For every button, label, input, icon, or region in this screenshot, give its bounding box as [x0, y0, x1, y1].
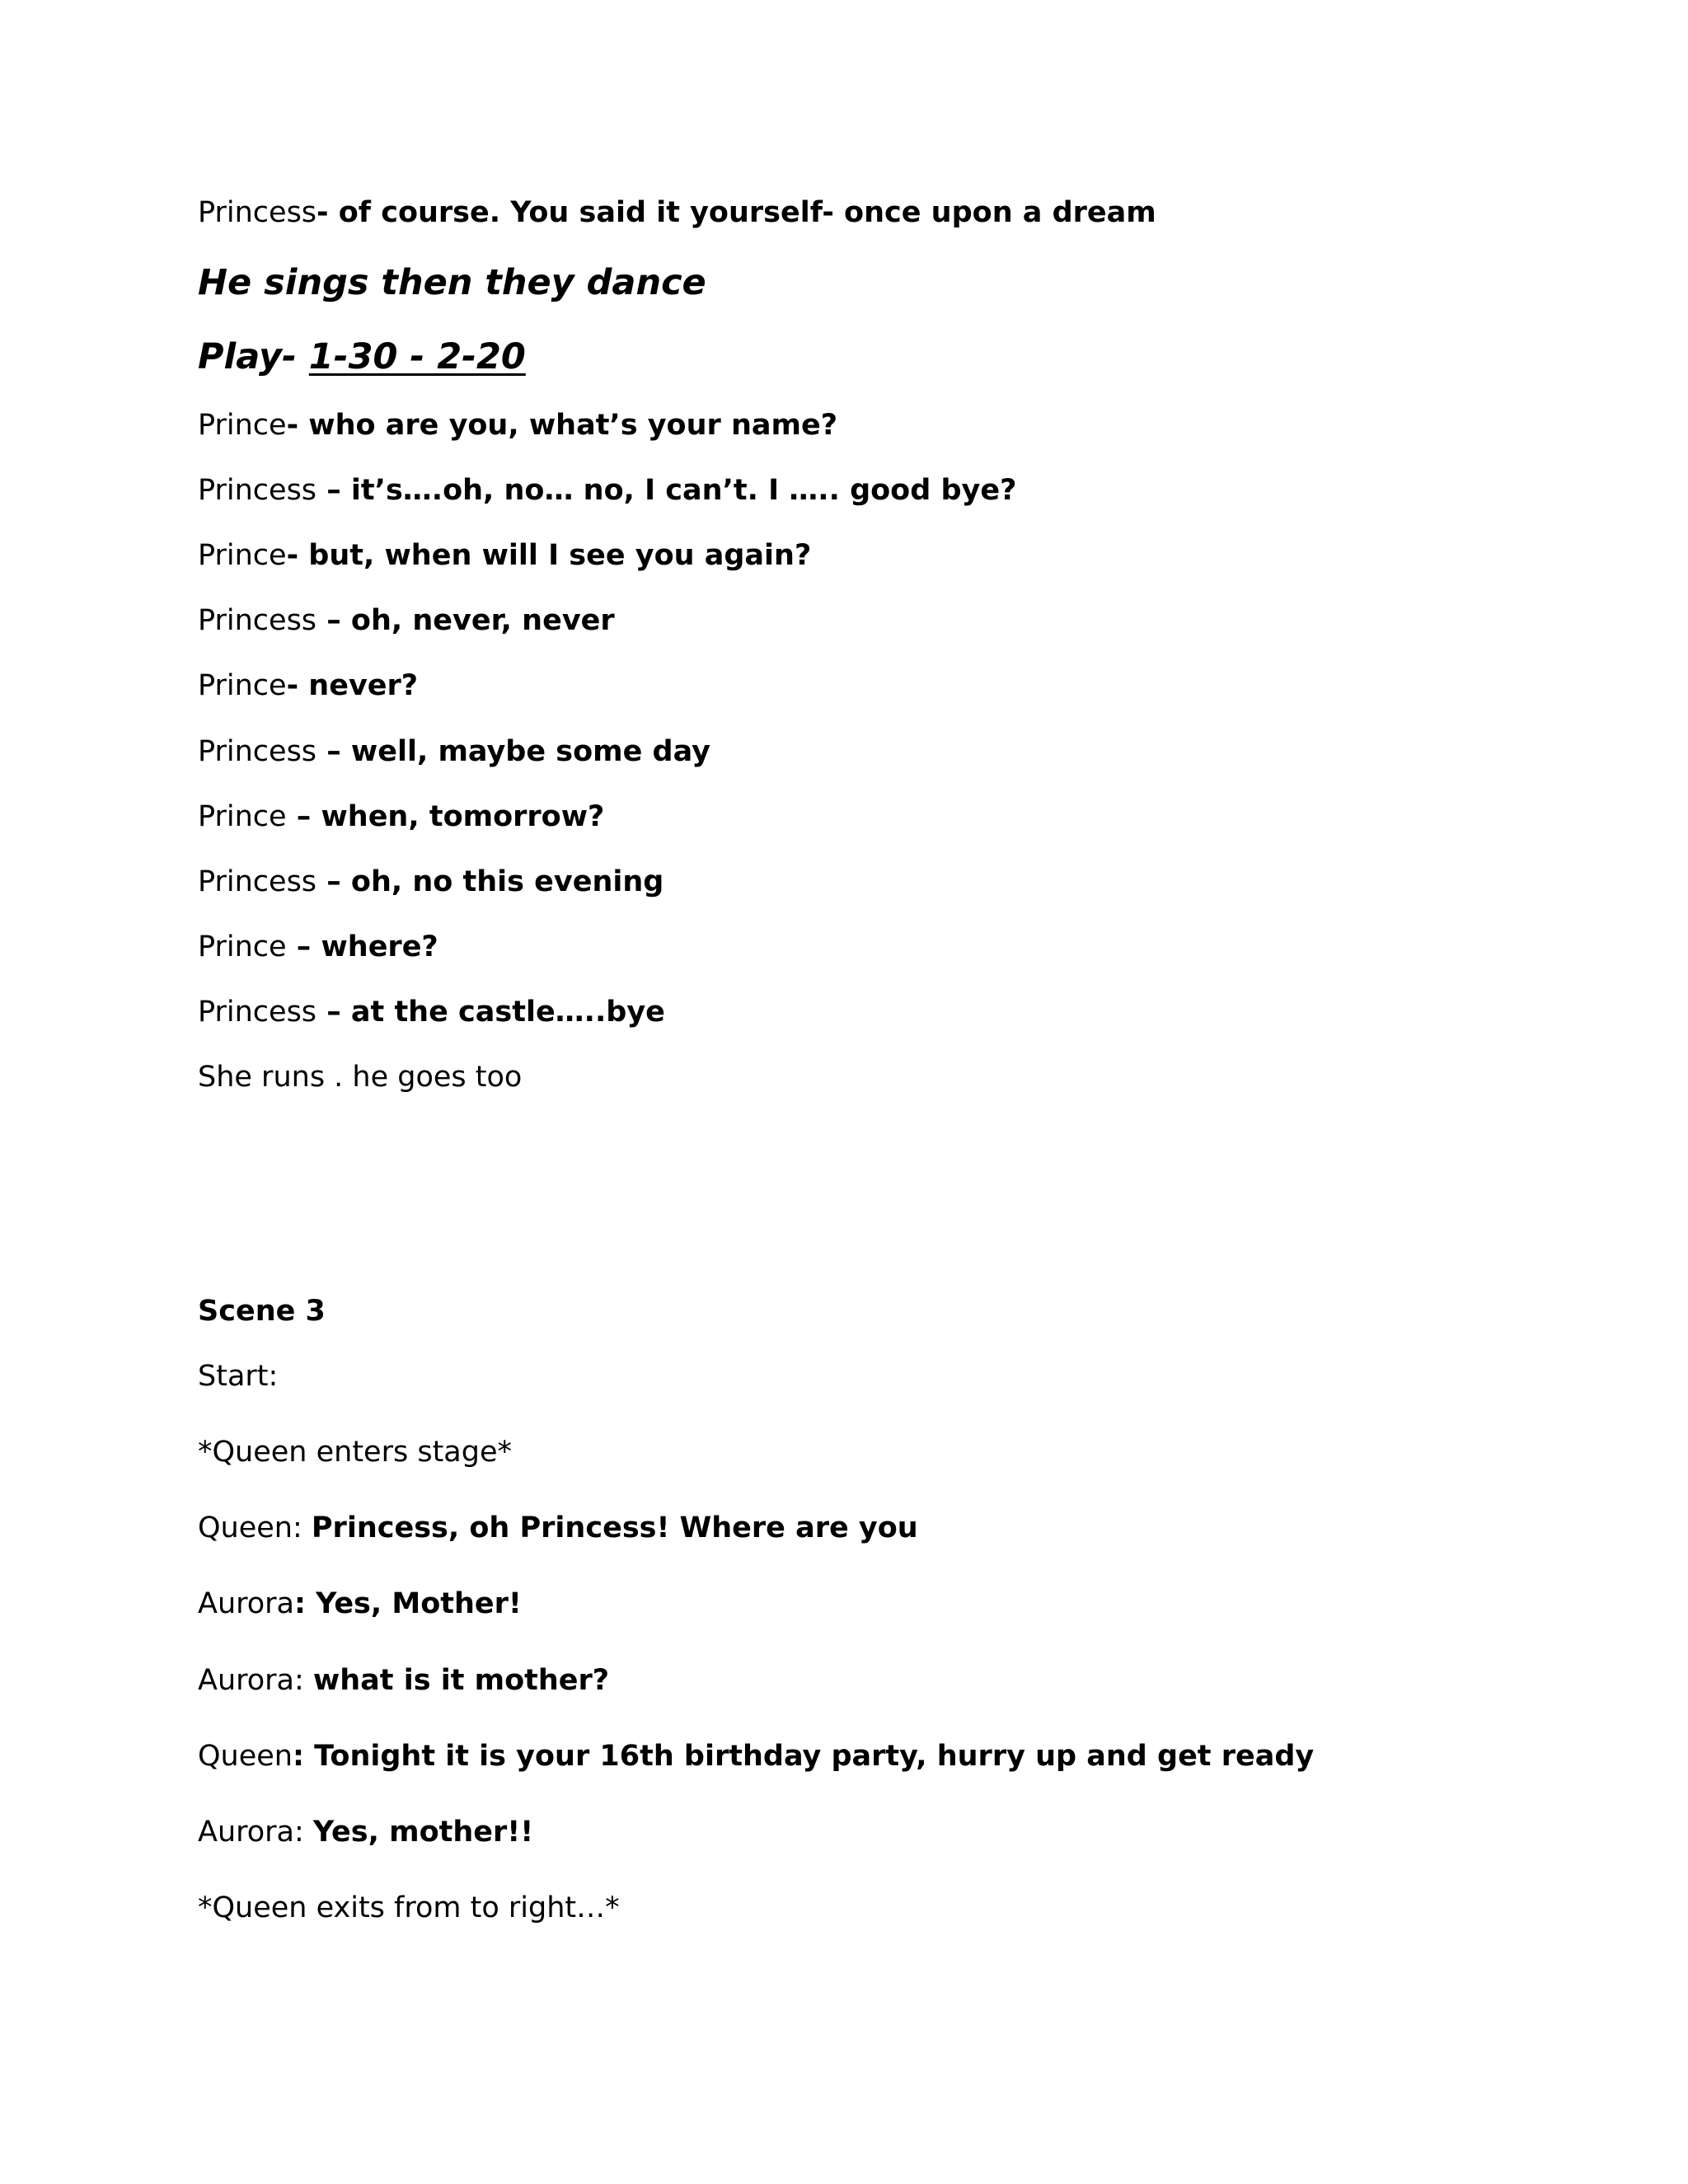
script-line-6	[198, 537, 811, 574]
speaker: Princess	[198, 735, 317, 768]
speaker: Prince	[198, 669, 287, 702]
play-cue-time: 1-30 - 2-20	[308, 336, 526, 377]
script-line-aurora-1	[198, 1586, 522, 1622]
speaker: Princess	[198, 996, 317, 1029]
dialogue: - of course. You said it yourself- once upon a dream	[316, 196, 1156, 229]
script-line-9	[198, 733, 710, 770]
dialogue: : Tonight it is your 16th birthday party, hurry up and get ready	[292, 1740, 1315, 1773]
dialogue: – at the castle…..bye	[316, 996, 665, 1029]
script-line-5	[198, 472, 1016, 509]
dialogue: – oh, no this evening	[316, 865, 664, 898]
script-line-11	[198, 864, 663, 900]
speaker: Prince	[198, 800, 287, 833]
script-line-7	[198, 602, 615, 639]
script-line-1	[198, 194, 1156, 231]
dialogue: what is it mother?	[312, 1664, 610, 1697]
script-line-10	[198, 799, 604, 835]
scene-heading: Scene 3	[198, 1295, 326, 1328]
speaker: Aurora:	[198, 1816, 313, 1849]
dialogue: – where?	[286, 930, 438, 963]
script-line-12	[198, 929, 438, 965]
dialogue: Yes, mother!!	[312, 1816, 534, 1849]
action-line: She runs . he goes too	[198, 1061, 523, 1094]
speaker: Prince	[198, 409, 287, 442]
stage-direction-exit: *Queen exits from to right…*	[198, 1891, 620, 1924]
script-line-queen-1	[198, 1510, 918, 1546]
speaker: Princess	[198, 196, 317, 229]
play-cue	[198, 335, 526, 379]
speaker: Aurora:	[198, 1664, 313, 1697]
speaker: Prince	[198, 539, 287, 572]
dialogue: – well, maybe some day	[316, 735, 710, 768]
dialogue: - but, when will I see you again?	[286, 539, 812, 572]
script-line-aurora-3	[198, 1814, 533, 1850]
speaker: Princess	[198, 474, 317, 507]
speaker: Princess	[198, 865, 317, 898]
stage-direction-enter: *Queen enters stage*	[198, 1436, 512, 1469]
script-line-queen-2	[198, 1738, 1314, 1774]
dialogue: : Yes, Mother!	[294, 1587, 522, 1620]
speaker: Princess	[198, 604, 317, 637]
speaker: Aurora	[198, 1587, 294, 1620]
script-line-aurora-2	[198, 1662, 609, 1699]
script-line-13	[198, 994, 665, 1030]
speaker: Queen	[198, 1740, 293, 1773]
speaker: Prince	[198, 930, 287, 963]
start-label: Start:	[198, 1360, 279, 1393]
dialogue: - never?	[286, 669, 419, 702]
dialogue: – oh, never, never	[316, 604, 615, 637]
dialogue: – when, tomorrow?	[286, 800, 605, 833]
script-line-8	[198, 668, 418, 704]
script-line-4	[198, 407, 837, 443]
play-cue-prefix: Play-	[198, 336, 309, 377]
dialogue: - who are you, what’s your name?	[286, 409, 838, 442]
dialogue: – it’s….oh, no… no, I can’t. I ….. good bye?	[316, 474, 1017, 507]
dialogue: Princess, oh Princess! Where are you	[311, 1511, 918, 1544]
speaker: Queen:	[198, 1511, 312, 1544]
stage-direction: He sings then they dance	[198, 262, 706, 303]
